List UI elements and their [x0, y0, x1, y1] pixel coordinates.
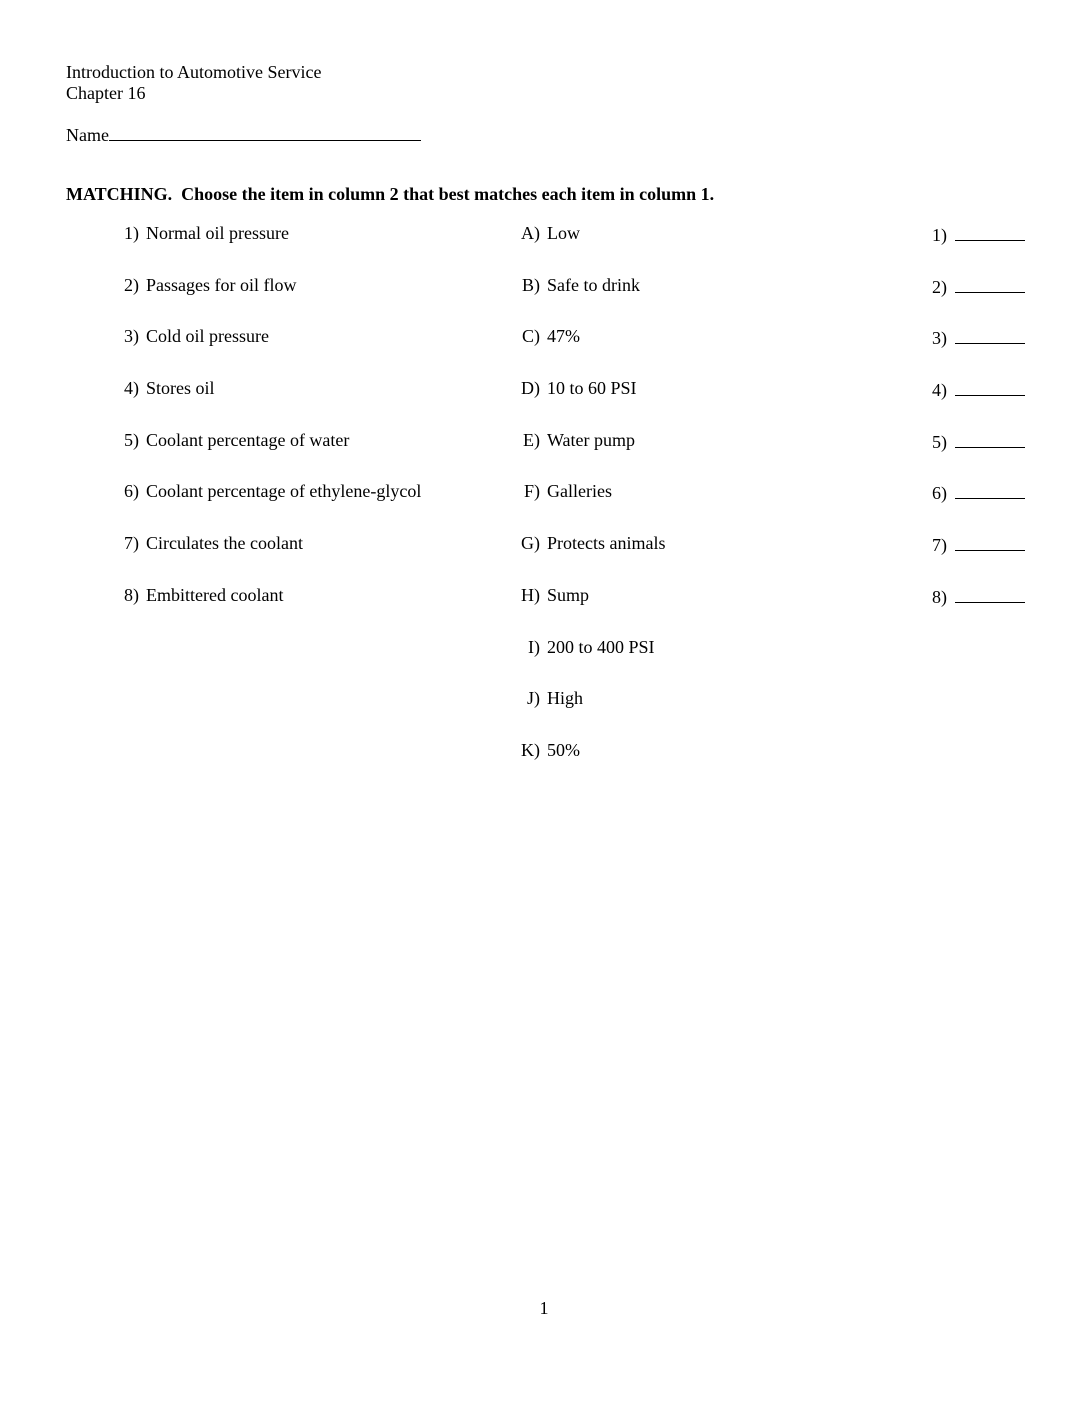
column1-item [66, 532, 466, 554]
item-text: High [547, 688, 583, 709]
course-title: Introduction to Automotive Service [66, 62, 322, 82]
matching-section [0, 222, 1088, 791]
document-header [66, 62, 321, 104]
column2-item [440, 687, 840, 709]
name-label: Name [66, 125, 109, 145]
item-letter: B) [522, 274, 540, 295]
item-letter: F) [523, 481, 540, 502]
answer-blank [955, 325, 1025, 344]
item-text: Circulates the coolant [146, 533, 303, 554]
item-number: 2) [124, 274, 139, 295]
item-letter: D) [521, 378, 540, 399]
matching-row [0, 636, 1088, 688]
item-text: Low [547, 223, 580, 243]
item-letter: A) [521, 223, 540, 243]
column2-item [440, 325, 840, 347]
answer-slot [860, 584, 1025, 608]
item-text: 200 to 400 PSI [547, 636, 655, 657]
matching-row [0, 274, 1088, 326]
item-text: Cold oil pressure [146, 326, 269, 347]
column1-item [66, 584, 466, 606]
item-number: 3) [124, 326, 139, 347]
column1-item [66, 429, 466, 451]
item-letter: J) [527, 688, 540, 709]
item-text: 50% [547, 739, 580, 760]
item-text: Coolant percentage of ethylene-glycol [146, 481, 422, 502]
answer-number: 5) [932, 431, 947, 452]
column1-item [66, 377, 466, 399]
item-number: 4) [124, 378, 139, 399]
matching-instructions: MATCHING. Choose the item in column 2 that best matches each item in column 1. [66, 184, 715, 204]
item-letter: C) [522, 326, 540, 347]
answer-number: 2) [932, 276, 947, 297]
matching-row [0, 480, 1088, 532]
item-text: Sump [547, 584, 590, 605]
column2-item [440, 222, 840, 244]
answer-slot [860, 325, 1025, 349]
item-letter: I) [528, 636, 540, 657]
answer-blank [955, 584, 1025, 603]
item-letter: G) [521, 533, 540, 554]
column2-item [440, 377, 840, 399]
answer-blank [955, 222, 1025, 241]
item-text: Water pump [547, 429, 636, 450]
matching-row [0, 687, 1088, 739]
answer-slot [860, 532, 1025, 556]
item-text: Embittered coolant [146, 584, 284, 605]
name-blank [109, 122, 421, 141]
matching-row [0, 739, 1088, 791]
matching-row [0, 377, 1088, 429]
column1-item [66, 325, 466, 347]
item-letter: H) [521, 584, 540, 605]
answer-number: 4) [932, 380, 947, 401]
answer-slot [860, 429, 1025, 453]
matching-row [0, 429, 1088, 481]
answer-number: 6) [932, 483, 947, 504]
matching-row [0, 532, 1088, 584]
item-number: 6) [124, 481, 139, 502]
column2-item [440, 739, 840, 761]
answer-number: 8) [932, 586, 947, 607]
item-text: Safe to drink [547, 274, 640, 295]
item-letter: E) [523, 429, 540, 450]
column2-item [440, 429, 840, 451]
page-number: 1 [539, 1298, 549, 1318]
answer-slot [860, 274, 1025, 298]
answer-slot [860, 480, 1025, 504]
answer-number: 3) [932, 328, 947, 349]
answer-blank [955, 532, 1025, 551]
answer-slot [860, 222, 1025, 246]
item-text: Galleries [547, 481, 612, 502]
matching-row [0, 584, 1088, 636]
item-text: Protects animals [547, 533, 666, 554]
column2-item [440, 636, 840, 658]
column2-item [440, 274, 840, 296]
item-number: 7) [124, 533, 139, 554]
item-number: 1) [124, 223, 139, 243]
item-letter: K) [521, 739, 540, 760]
column2-item [440, 532, 840, 554]
item-text: Passages for oil flow [146, 274, 297, 295]
answer-number: 1) [932, 225, 947, 245]
name-row [66, 122, 421, 146]
column2-item [440, 584, 840, 606]
answer-blank [955, 429, 1025, 448]
item-text: 47% [547, 326, 580, 347]
matching-row [0, 325, 1088, 377]
item-text: Coolant percentage of water [146, 429, 350, 450]
column1-item [66, 274, 466, 296]
answer-blank [955, 274, 1025, 293]
answer-blank [955, 377, 1025, 396]
item-text: Normal oil pressure [146, 223, 289, 243]
chapter-label: Chapter 16 [66, 83, 146, 103]
column1-item [66, 480, 466, 502]
item-text: 10 to 60 PSI [547, 378, 637, 399]
column2-item [440, 480, 840, 502]
item-text: Stores oil [146, 378, 215, 399]
item-number: 5) [124, 429, 139, 450]
matching-row [0, 222, 1088, 274]
column1-item [66, 222, 466, 244]
answer-number: 7) [932, 535, 947, 556]
answer-slot [860, 377, 1025, 401]
answer-blank [955, 480, 1025, 499]
item-number: 8) [124, 584, 139, 605]
